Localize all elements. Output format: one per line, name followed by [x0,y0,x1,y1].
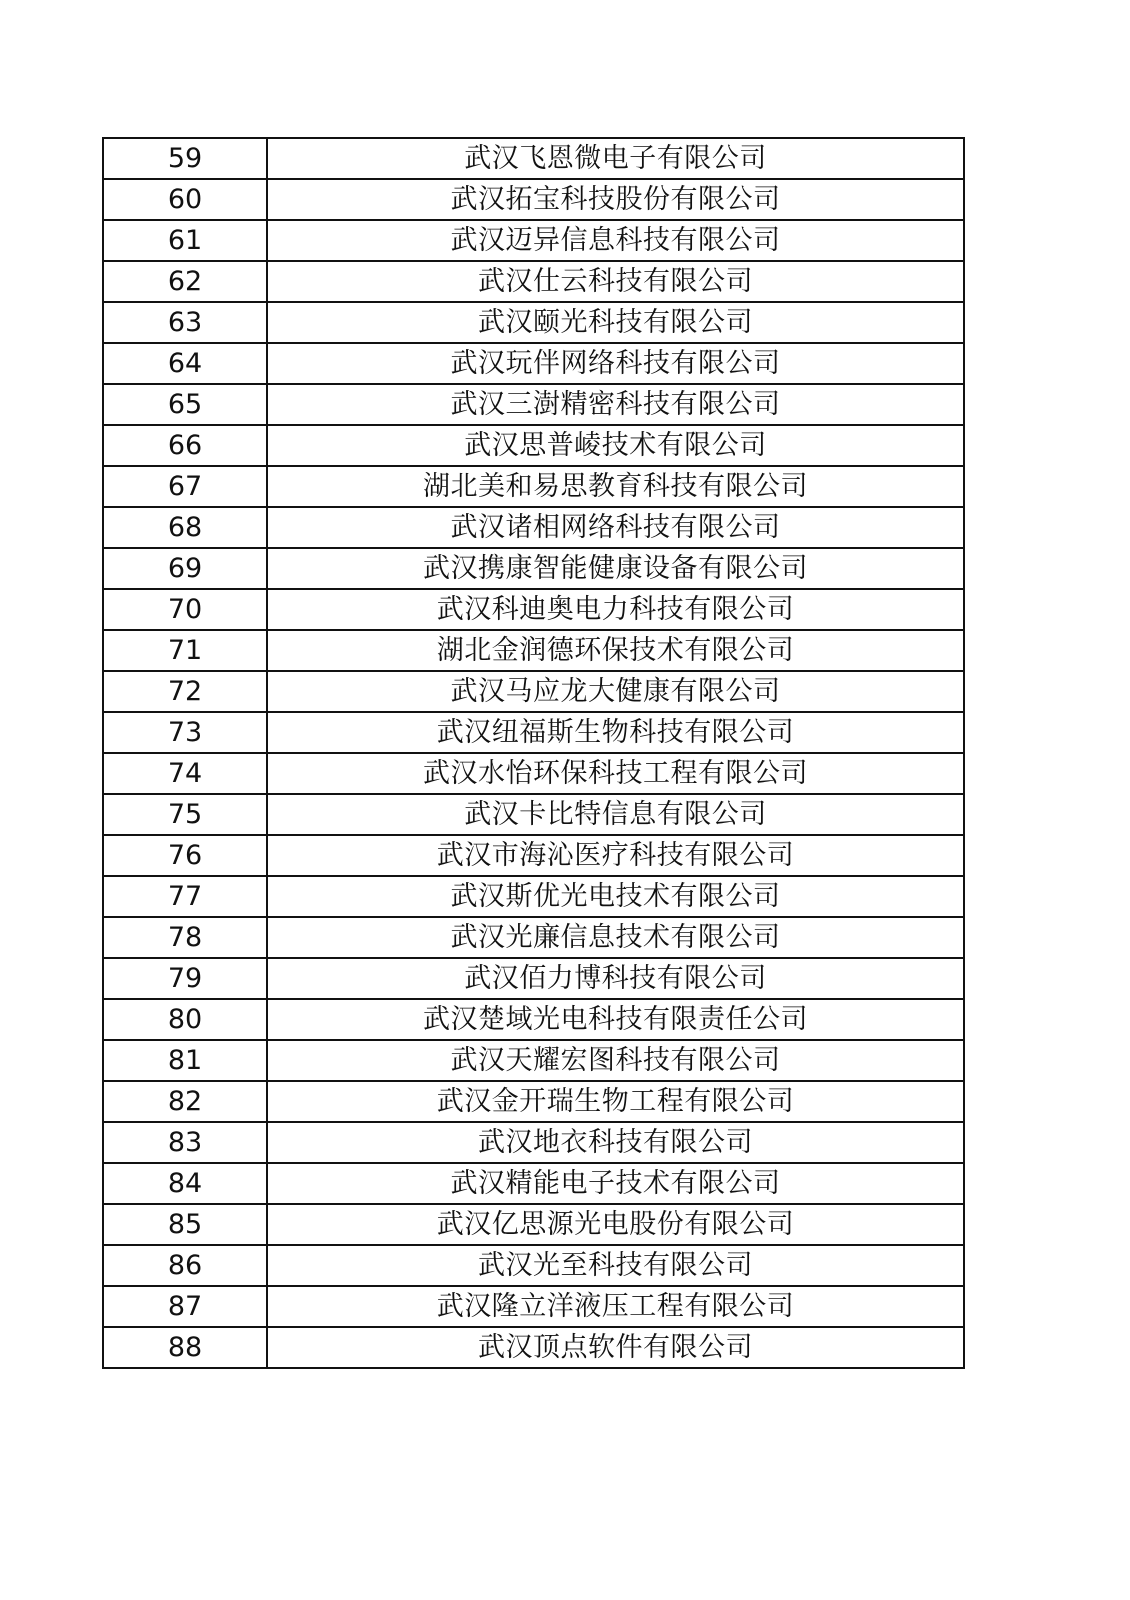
row-number-cell: 78 [103,917,267,958]
row-number-cell: 67 [103,466,267,507]
table-row [103,630,964,671]
table-row [103,384,964,425]
company-name-cell: 武汉隆立洋液压工程有限公司 [267,1286,964,1327]
company-name-cell: 武汉飞恩微电子有限公司 [267,138,964,179]
table-row [103,179,964,220]
table-row [103,794,964,835]
row-number-cell: 85 [103,1204,267,1245]
table-row [103,507,964,548]
table-row [103,671,964,712]
table-row [103,302,964,343]
table-row [103,343,964,384]
table-row [103,589,964,630]
company-name-cell: 武汉天耀宏图科技有限公司 [267,1040,964,1081]
company-name-cell: 湖北美和易思教育科技有限公司 [267,466,964,507]
table-row [103,958,964,999]
company-name-cell: 武汉迈异信息科技有限公司 [267,220,964,261]
row-number-cell: 81 [103,1040,267,1081]
table-row [103,548,964,589]
table-row [103,876,964,917]
row-number-cell: 63 [103,302,267,343]
company-name-cell: 武汉亿思源光电股份有限公司 [267,1204,964,1245]
row-number-cell: 71 [103,630,267,671]
table-row [103,1286,964,1327]
row-number-cell: 82 [103,1081,267,1122]
company-name-cell: 武汉地衣科技有限公司 [267,1122,964,1163]
row-number-cell: 84 [103,1163,267,1204]
company-name-cell: 武汉诸相网络科技有限公司 [267,507,964,548]
row-number-cell: 88 [103,1327,267,1368]
company-name-cell: 湖北金润德环保技术有限公司 [267,630,964,671]
table-row [103,917,964,958]
table-row [103,220,964,261]
table-row [103,425,964,466]
company-name-cell: 武汉玩伴网络科技有限公司 [267,343,964,384]
row-number-cell: 83 [103,1122,267,1163]
company-name-cell: 武汉精能电子技术有限公司 [267,1163,964,1204]
table-row [103,712,964,753]
row-number-cell: 86 [103,1245,267,1286]
table-row [103,1204,964,1245]
company-name-cell: 武汉光至科技有限公司 [267,1245,964,1286]
row-number-cell: 61 [103,220,267,261]
row-number-cell: 62 [103,261,267,302]
company-name-cell: 武汉斯优光电技术有限公司 [267,876,964,917]
company-name-cell: 武汉楚域光电科技有限责任公司 [267,999,964,1040]
row-number-cell: 76 [103,835,267,876]
row-number-cell: 72 [103,671,267,712]
row-number-cell: 79 [103,958,267,999]
table-row [103,1081,964,1122]
table-row [103,999,964,1040]
table-row [103,1163,964,1204]
table-row [103,1327,964,1368]
table-row [103,138,964,179]
table-row [103,261,964,302]
table-row [103,1245,964,1286]
company-name-cell: 武汉金开瑞生物工程有限公司 [267,1081,964,1122]
company-name-cell: 武汉顶点软件有限公司 [267,1327,964,1368]
company-name-cell: 武汉颐光科技有限公司 [267,302,964,343]
row-number-cell: 64 [103,343,267,384]
table-row [103,466,964,507]
company-name-cell: 武汉纽福斯生物科技有限公司 [267,712,964,753]
company-name-cell: 武汉科迪奥电力科技有限公司 [267,589,964,630]
company-name-cell: 武汉水怡环保科技工程有限公司 [267,753,964,794]
company-name-cell: 武汉卡比特信息有限公司 [267,794,964,835]
company-name-cell: 武汉光廉信息技术有限公司 [267,917,964,958]
table-row [103,835,964,876]
row-number-cell: 70 [103,589,267,630]
row-number-cell: 74 [103,753,267,794]
row-number-cell: 77 [103,876,267,917]
row-number-cell: 66 [103,425,267,466]
company-name-cell: 武汉携康智能健康设备有限公司 [267,548,964,589]
row-number-cell: 80 [103,999,267,1040]
row-number-cell: 75 [103,794,267,835]
company-name-cell: 武汉思普崚技术有限公司 [267,425,964,466]
company-name-cell: 武汉佰力博科技有限公司 [267,958,964,999]
row-number-cell: 59 [103,138,267,179]
table-row [103,1040,964,1081]
row-number-cell: 65 [103,384,267,425]
company-name-cell: 武汉三澍精密科技有限公司 [267,384,964,425]
row-number-cell: 60 [103,179,267,220]
table-row [103,753,964,794]
company-name-cell: 武汉拓宝科技股份有限公司 [267,179,964,220]
row-number-cell: 69 [103,548,267,589]
row-number-cell: 73 [103,712,267,753]
table-body [103,138,964,1368]
row-number-cell: 87 [103,1286,267,1327]
row-number-cell: 68 [103,507,267,548]
table-row [103,1122,964,1163]
company-name-cell: 武汉市海沁医疗科技有限公司 [267,835,964,876]
company-name-cell: 武汉马应龙大健康有限公司 [267,671,964,712]
company-list-table [102,137,965,1369]
company-name-cell: 武汉仕云科技有限公司 [267,261,964,302]
